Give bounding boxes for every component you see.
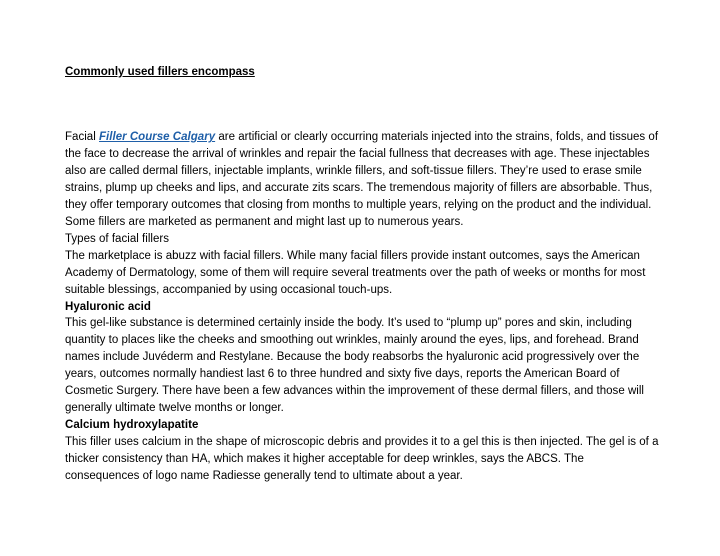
hyaluronic-acid-heading: Hyaluronic acid [65, 300, 151, 313]
filler-course-link[interactable]: Filler Course Calgary [99, 131, 216, 143]
intro-prefix: Facial [65, 131, 100, 143]
types-heading: Types of facial fillers [65, 232, 169, 245]
intro-paragraph [65, 129, 661, 231]
calcium-hydroxylapatite-heading: Calcium hydroxylapatite [65, 419, 199, 432]
calcium-hydroxylapatite-paragraph: This filler uses calcium in the shape of microscopic debris and provides it to a gel this is then injected. The gel is of a thicker consistency than HA, which makes it higher acceptable for deep wrinkles, says the ABCS. The consequences of logo name Radiesse generally tend to ultimate about a year. [65, 436, 659, 483]
document-heading: Commonly used fillers encompass [65, 66, 255, 78]
intro-suffix: are artificial or clearly occurring materials injected into the strains, folds, and tissues of the face to decrease the arrival of wrinkles and repair the facial fullness that decreases with age. These injectables also are called dermal fillers, injectable implants, wrinkle fillers, and soft-tissue fillers. They’re used to erase smile strains, plump up cheeks and lips, and accurate zits scars. The tremendous majority of fillers are absorbable. Thus, they offer temporary outcomes that closing from months to multiple years, relying on the product and the individual. Some fillers are marketed as permanent and might last up to numerous years. [65, 131, 659, 228]
hyaluronic-acid-paragraph: This gel-like substance is determined certainly inside the body. It’s used to “plump up” pores and skin, including quantity to places like the cheeks and smoothing out wrinkles, mainly around the eyes, lips, and forehead. Brand names include Juvéderm and Restylane. Because the body reabsorbs the hyaluronic acid progressively over the years, outcomes normally handiest last 6 to three hundred and sixty five days, reports the American Board of Cosmetic Surgery. There have been a few advances within the improvement of these dermal fillers, and those will generally ultimate twelve months or longer. [65, 317, 644, 415]
document-body [65, 129, 661, 485]
types-paragraph: The marketplace is abuzz with facial fillers. While many facial fillers provide instant outcomes, says the American Academy of Dermatology, some of them will require several treatments over the path of weeks or months for most suitable blessings, accompanied by using occasional touch-ups. [65, 249, 646, 296]
